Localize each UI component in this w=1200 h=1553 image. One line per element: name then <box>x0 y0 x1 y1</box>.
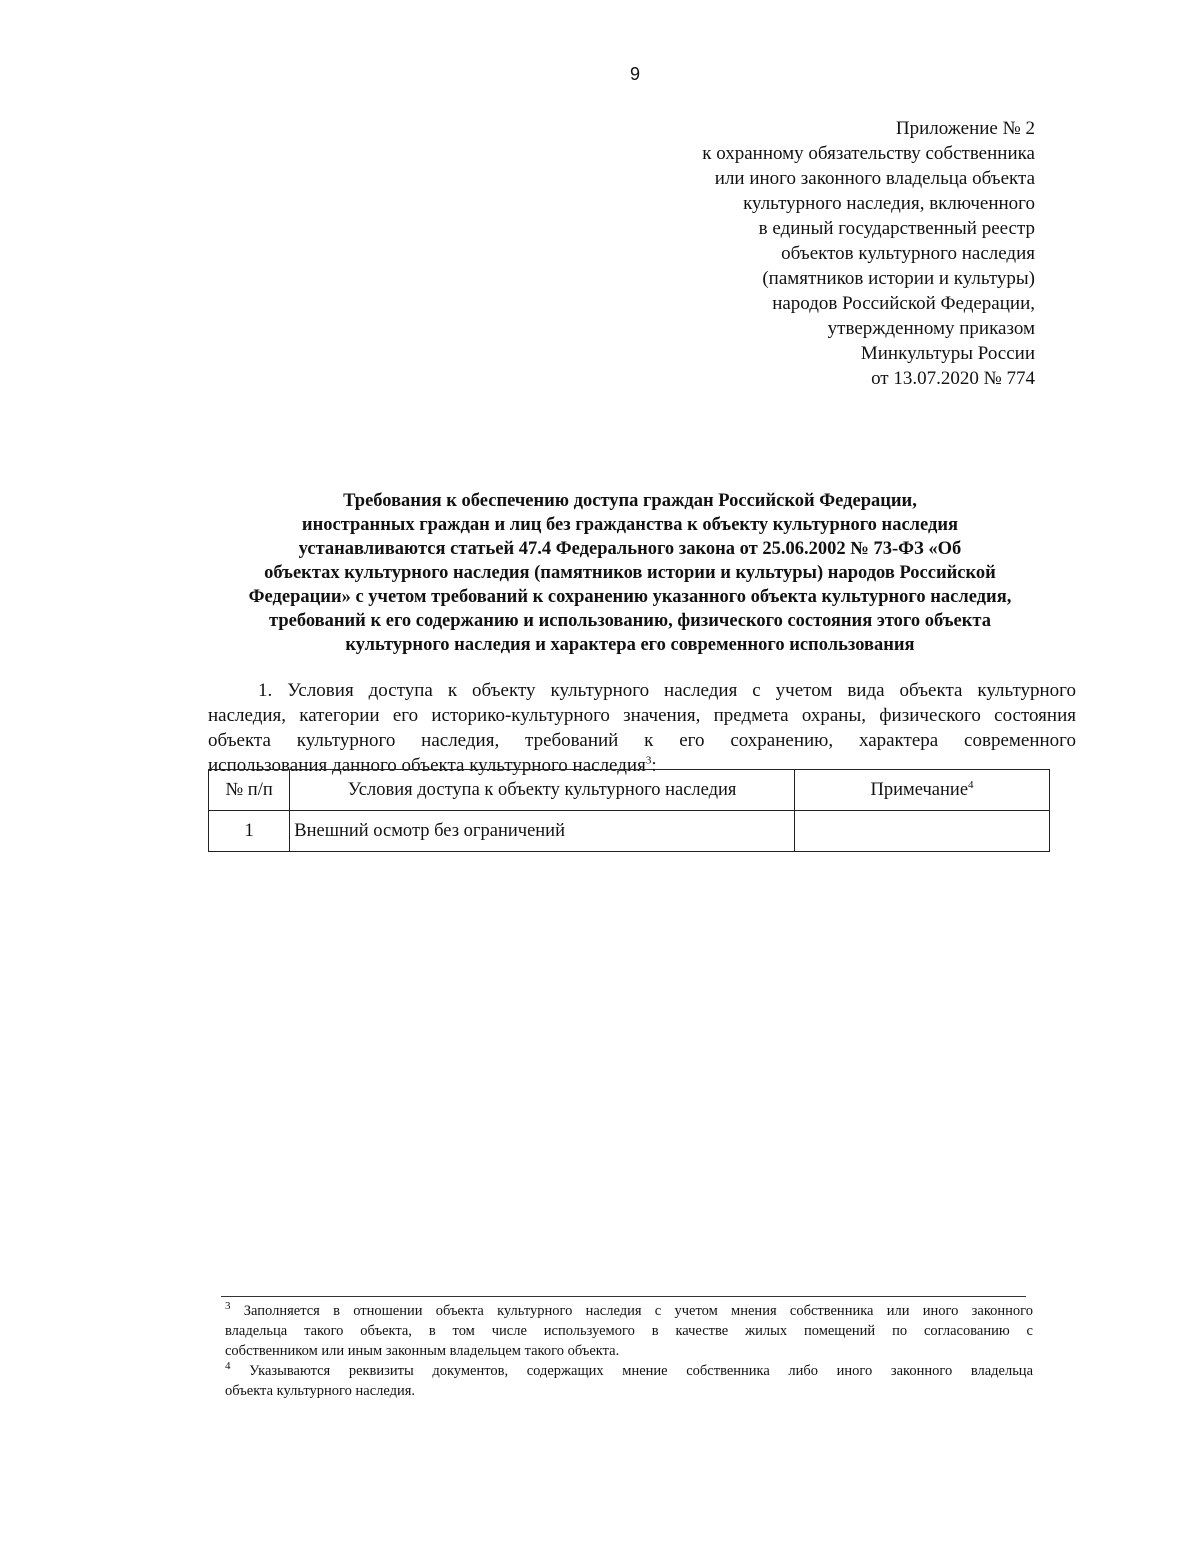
header-num: № п/п <box>209 770 290 811</box>
appendix-line: или иного законного владельца объекта <box>714 168 1035 189</box>
appendix-line: Приложение № 2 <box>895 118 1035 139</box>
heading-line: иностранных граждан и лиц без гражданства к объекту культурного наследия <box>301 515 959 535</box>
footnote-ref-3: 3 <box>645 754 652 767</box>
footnote-line <box>225 1361 1033 1381</box>
appendix-line: утвержденному приказом <box>827 318 1035 339</box>
document-heading <box>200 489 1060 657</box>
footnote-mark-4: 4 <box>225 1360 231 1373</box>
page-number: 9 <box>629 64 640 84</box>
appendix-line: в единый государственный реестр <box>758 218 1035 239</box>
appendix-line: (памятников истории и культуры) <box>762 268 1035 289</box>
access-conditions-table <box>208 769 1050 852</box>
heading-line: устанавливаются статьей 47.4 Федерального закона от 25.06.2002 № 73-ФЗ «Об <box>298 539 962 559</box>
footnote-line: собственником или иным законным владельцем такого объекта. <box>225 1343 620 1359</box>
paragraph-line: 1. Условия доступа к объекту культурного наследия с учетом вида объекта культурного <box>258 680 1076 701</box>
row-note <box>795 811 1050 852</box>
footnote-mark-3: 3 <box>225 1300 231 1313</box>
appendix-line: Минкультуры России <box>860 343 1035 364</box>
row-condition: Внешний осмотр без ограничений <box>290 811 795 852</box>
header-note-text: Примечание <box>870 779 969 800</box>
paragraph-line-text: использования данного объекта культурного наследия <box>208 755 646 776</box>
appendix-line: культурного наследия, включенного <box>743 193 1035 214</box>
footnote-ref-4: 4 <box>968 778 974 791</box>
footnote-text: Указываются реквизиты документов, содержащих мнение собственника либо иного законного владельца <box>249 1363 1034 1379</box>
access-conditions-paragraph <box>208 678 1076 778</box>
footnote-line: объекта культурного наследия. <box>225 1383 416 1399</box>
footnote-line: владельца такого объекта, в том числе используемого в качестве жилых помещений по согласованию с <box>225 1323 1033 1339</box>
appendix-line: объектов культурного наследия <box>781 243 1035 264</box>
heading-line: культурного наследия и характера его современного использования <box>345 635 915 655</box>
table-row <box>209 811 1050 852</box>
heading-line: объектах культурного наследия (памятников истории и культуры) народов Российской <box>264 563 996 583</box>
footnote-line <box>225 1301 1033 1321</box>
footnote-text: Заполняется в отношении объекта культурного наследия с учетом мнения собственника или иного законного <box>243 1303 1033 1319</box>
paragraph-line: наследия, категории его историко-культурного значения, предмета охраны, физического состояния <box>208 705 1076 726</box>
header-condition: Условия доступа к объекту культурного наследия <box>290 770 795 811</box>
header-note <box>795 770 1050 811</box>
heading-line: Федерации» с учетом требований к сохранению указанного объекта культурного наследия, <box>248 587 1012 607</box>
appendix-line: к охранному обязательству собственника <box>702 143 1035 164</box>
heading-line: требований к его содержанию и использованию, физического состояния этого объекта <box>269 611 991 631</box>
table-header-row <box>209 770 1050 811</box>
appendix-reference <box>620 116 1035 391</box>
appendix-line: народов Российской Федерации, <box>772 293 1035 314</box>
paragraph-trailing: : <box>651 755 657 776</box>
row-num: 1 <box>209 811 290 852</box>
heading-line: Требования к обеспечению доступа граждан Российской Федерации, <box>343 491 917 511</box>
appendix-line: от 13.07.2020 № 774 <box>871 368 1035 389</box>
paragraph-line: объекта культурного наследия, требований к его сохранению, характера современного <box>208 730 1076 751</box>
footnotes <box>225 1301 1033 1401</box>
footnote-divider <box>221 1296 1026 1297</box>
